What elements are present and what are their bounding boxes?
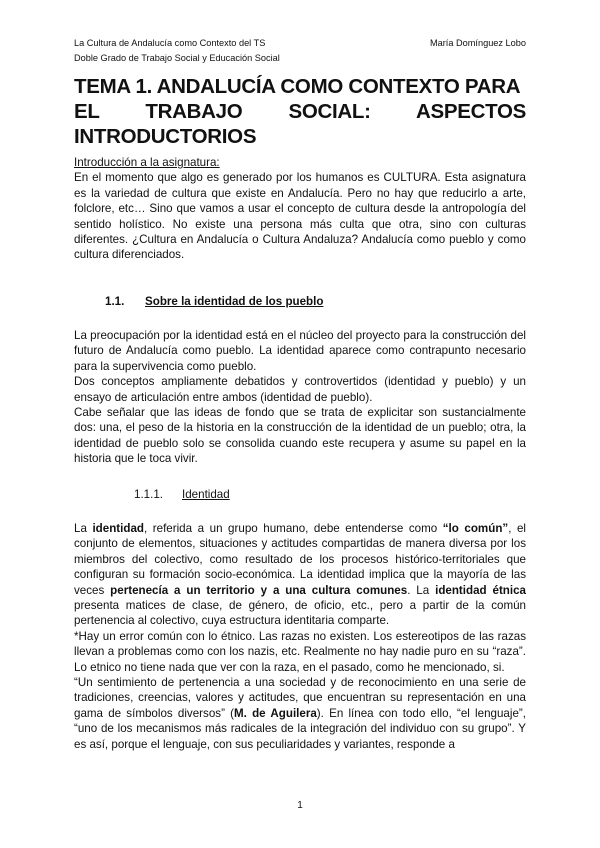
section-1-1-paragraph-1: La preocupación por la identidad está en el núcleo del proyecto para la construcción del futuro de Andalucía como pueblo. La identidad aparece como contrapunto necesario para la supervivencia como pueblo. — [74, 329, 526, 373]
intro-block — [74, 155, 526, 263]
intro-heading: Introducción a la asignatura: — [74, 156, 220, 169]
section-1-1-paragraph-2: Dos conceptos ampliamente debatidos y controvertidos (identidad y pueblo) y un ensayo de articulación entre ambos (identidad de pueblo). — [74, 375, 526, 404]
section-1-1-title: Sobre la identidad de los pueblo — [145, 295, 324, 308]
identidad-paragraph-2: *Hay un error común con lo étnico. Las razas no existen. Los estereotipos de las razas llevan a problemas como con los nazis, etc. Realmente no hay nadie puro en su “raza”. Lo etnico no tiene nada que ver con la raza, en el pasado, como he mencionado, si. — [74, 629, 526, 674]
section-1-1-number: 1.1. — [105, 295, 125, 308]
section-1-1-1-number: 1.1.1. — [134, 488, 164, 501]
header-course-title: La Cultura de Andalucía como Contexto del TS — [74, 38, 266, 48]
header-degree: Doble Grado de Trabajo Social y Educación Social — [74, 53, 280, 63]
section-1-1-1-body — [74, 521, 526, 752]
section-1-1-body — [74, 328, 526, 467]
section-1-1-1-heading — [134, 488, 230, 501]
identidad-paragraph-1: La identidad, referida a un grupo humano, debe entenderse como “lo común”, el conjunto de elementos, situaciones y actitudes compartidas de manera diversa por los miembros del colectivo, como resultado de los procesos histórico-territoriales que configuran su formación socio-económica. La identidad implica que la mayoría de las veces pertenecía a un territorio y a una cultura comunes. La identidad étnica presenta matices de clase, de género, de oficio, etc., pero a partir de la común pertenencia al colectivo, cuya estructura identitaria comparte. — [74, 522, 527, 628]
page-header — [74, 36, 526, 66]
title-line-2: EL TRABAJO SOCIAL: ASPECTOS — [74, 100, 526, 123]
page-number: 1 — [297, 800, 303, 811]
title-line-1: TEMA 1. ANDALUCÍA COMO CONTEXTO PARA — [74, 75, 521, 98]
section-1-1-1-title: Identidad — [182, 488, 230, 501]
header-author: María Domínguez Lobo — [429, 38, 526, 48]
document-title — [74, 74, 526, 149]
section-1-1-paragraph-3: Cabe señalar que las ideas de fondo que se trata de explicitar son sustancialmente dos: una, el peso de la historia en la construcción de la identidad de un pueblo; otra, la identidad de pueblo solo se consolida cuando este recupera y asume su papel en la historia que le toca vivir. — [74, 406, 526, 466]
intro-paragraph: En el momento que algo es generado por los humanos es CULTURA. Esta asignatura es la variedad de cultura que existe en Andalucía. Pero no hay que reducirlo a arte, folclore, etc… Sino que vamos a usar el concepto de cultura desde la antropología del sentido holístico. No existe una persona más culta que otra, sino con culturas diferentes. ¿Cultura en Andalucía o Cultura Andaluza? Andalucía como pueblo y como cultura diferenciados. — [74, 171, 526, 262]
section-1-1-heading — [105, 295, 323, 308]
identidad-paragraph-3: “Un sentimiento de pertenencia a una sociedad y de reconocimiento en una serie de tradiciones, creencias, valores y actitudes, que encuentran su representación en una gama de símbolos diversos” (M. de Aguilera). En línea con todo ello, “el lenguaje”, “uno de los mecanismos más radicales de la integración del individuo con su grupo”. Y es así, porque el lenguaje, con sus peculiaridades y variantes, responde a — [74, 676, 526, 751]
title-line-3: INTRODUCTORIOS — [74, 125, 257, 148]
